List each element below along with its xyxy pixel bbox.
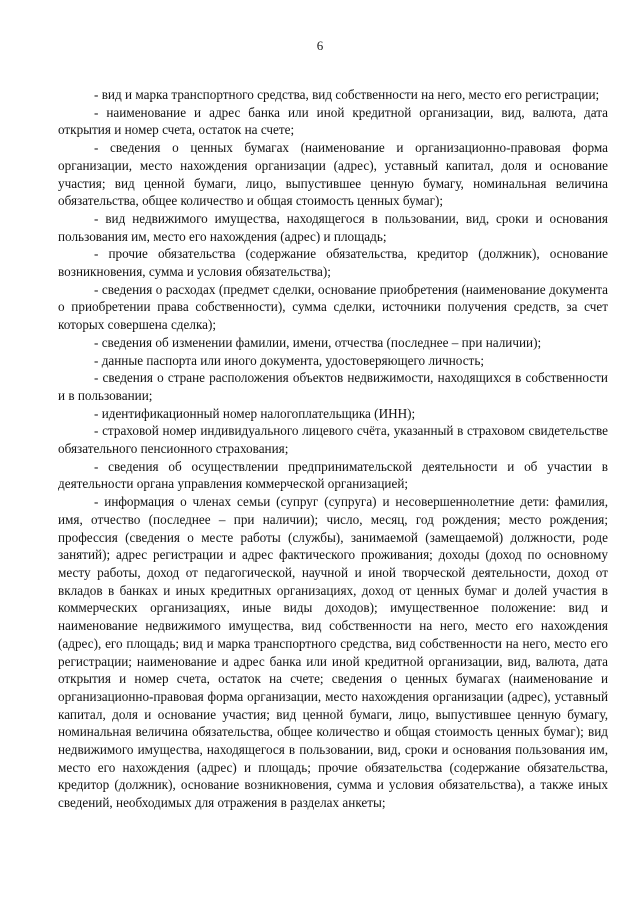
list-item: - сведения о ценных бумагах (наименование и организационно-правовая форма организации, место нахождения организации (адрес), уставный капитал, доля и основание участия; вид ценной бумаги, лицо, выпустившее ценную бумагу, номинальная величина обязательства, общее количество и общая стоимость ценных бумаг); (58, 140, 608, 209)
list-item: - прочие обязательства (содержание обязательства, кредитор (должник), основание возникновения, сумма и условия обязательства); (58, 246, 608, 280)
list-item: - информация о членах семьи (супруг (супруга) и несовершеннолетние дети: фамилия, имя, отчество (последнее – при наличии); число, месяц, год рождения; место рождения; профессия (сведения о месте работы (службы), занимаемой (замещаемой) должности, роде занятий); адрес регистрации и адрес фактического проживания; доходы (доход по основному месту работы, доход от педагогической, научной и иной творческой деятельности, доход от вкладов в банках и иных кредитных организациях, доход от ценных бумаг и долей участия в коммерческих организациях, иные виды доходов); имущественное положение: вид и наименование недвижимого имущества, вид собственности на него, место его нахождения (адрес), его площадь; вид и марка транспортного средства, вид собственности на него, место его регистрации; наименование и адрес банка или иной кредитной организации, вид, валюта, дата открытия и номер счета, остаток на счете; сведения о ценных бумагах (наименование и организационно-правовая форма организации, место нахождения организации (адрес), уставный капитал, доля и основание участия; вид ценной бумаги, лицо, выпустившее ценную бумагу, номинальная величина обязательства, общее количество и общая стоимость ценных бумаг); вид недвижимого имущества, находящегося в пользовании, вид, сроки и основания пользования им, место его нахождения (адрес) и площадь; прочие обязательства (содержание обязательства, кредитор (должник), основание возникновения, сумма и условия обязательства), а также иных сведений, необходимых для отражения в разделах анкеты; (58, 494, 608, 811)
list-item: - сведения о расходах (предмет сделки, основание приобретения (наименование документа о приобретении права собственности), сумма сделки, источники получения средств, за счет которых совершена сделка); (58, 281, 608, 333)
list-item: - сведения о стране расположения объектов недвижимости, находящихся в собственности и в пользовании; (58, 370, 608, 403)
list-item: - сведения об осуществлении предпринимательской деятельности и об участии в деятельности органа управления коммерческой организацией; (58, 458, 608, 492)
page-number: 6 (316, 38, 324, 53)
list-item: - вид недвижимого имущества, находящегося в пользовании, вид, сроки и основания пользования им, место его нахождения (адрес) и площадь; (58, 210, 608, 244)
document-body (58, 86, 608, 812)
list-item: - сведения об изменении фамилии, имени, отчества (последнее – при наличии); (94, 334, 542, 350)
list-item: - наименование и адрес банка или иной кредитной организации, вид, валюта, дата открытия и номер счета, остаток на счете; (58, 104, 608, 138)
list-item: - данные паспорта или иного документа, удостоверяющего личность; (94, 352, 484, 368)
list-item: - страховой номер индивидуального лицевого счёта, указанный в страховом свидетельстве обязательного пенсионного страхования; (58, 423, 608, 457)
list-item: - вид и марка транспортного средства, вид собственности на него, место его регистрации; (94, 87, 600, 102)
list-item: - идентификационный номер налогоплательщика (ИНН); (94, 405, 416, 421)
